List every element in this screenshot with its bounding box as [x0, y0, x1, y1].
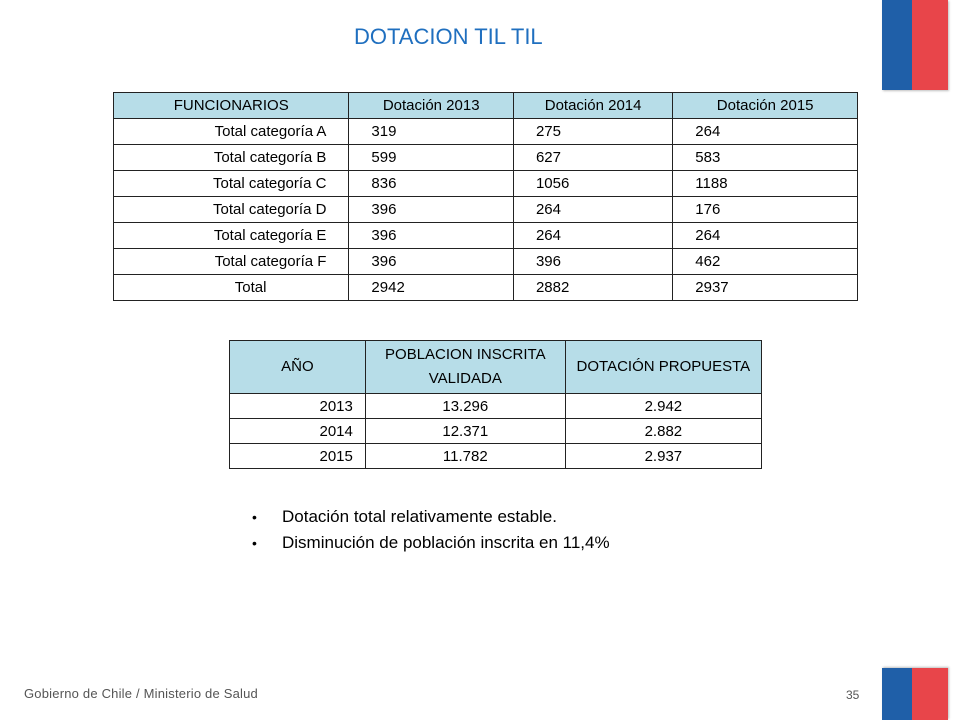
table-cell: 2.942 [565, 394, 761, 419]
table-row [114, 223, 858, 249]
column-header-dotacion-2014: Dotación 2014 [513, 93, 672, 119]
row-label: Total categoría D [114, 197, 349, 223]
table-cell: 176 [673, 197, 858, 223]
row-label: Total categoría E [114, 223, 349, 249]
table-cell: 264 [673, 223, 858, 249]
column-header-dotacion-propuesta: DOTACIÓN PROPUESTA [565, 341, 761, 394]
table-cell: 2014 [230, 419, 366, 444]
list-item-text: Dotación total relativamente estable. [282, 507, 557, 526]
table-cell: 12.371 [365, 419, 565, 444]
table-cell: 583 [673, 145, 858, 171]
table-row [114, 145, 858, 171]
table-row [114, 197, 858, 223]
page-number: 35 [846, 688, 860, 702]
column-header-funcionarios: FUNCIONARIOS [114, 93, 349, 119]
table-cell: 264 [513, 223, 672, 249]
flag-red-stripe [912, 0, 948, 90]
table-total-row [114, 275, 858, 301]
table-row [230, 394, 762, 419]
table-cell: 2882 [513, 275, 672, 301]
table-cell: 2.882 [565, 419, 761, 444]
footer-text: Gobierno de Chile / Ministerio de Salud [24, 686, 258, 701]
table-cell: 264 [673, 119, 858, 145]
row-label: Total [114, 275, 349, 301]
table-cell: 396 [349, 223, 514, 249]
table-cell: 13.296 [365, 394, 565, 419]
column-header-poblacion: POBLACION INSCRITA VALIDADA [365, 341, 565, 394]
list-item [248, 530, 610, 556]
slide-title: DOTACION TIL TIL [354, 24, 543, 49]
population-table [229, 340, 762, 469]
table-row [230, 444, 762, 469]
column-header-dotacion-2013: Dotación 2013 [349, 93, 514, 119]
table-cell: 2.937 [565, 444, 761, 469]
row-label: Total categoría F [114, 249, 349, 275]
table-cell: 396 [513, 249, 672, 275]
list-item-text: Disminución de población inscrita en 11,4% [282, 533, 610, 552]
table-cell: 396 [349, 249, 514, 275]
flag-red-stripe [912, 668, 948, 720]
table-cell: 264 [513, 197, 672, 223]
table-header-row [114, 93, 858, 119]
chile-flag-bottom-logo [882, 668, 948, 720]
column-header-dotacion-2015: Dotación 2015 [673, 93, 858, 119]
table-header-row [230, 341, 762, 394]
row-label: Total categoría B [114, 145, 349, 171]
bullet-icon: • [252, 535, 257, 551]
table-cell: 2937 [673, 275, 858, 301]
table-cell: 462 [673, 249, 858, 275]
list-item [248, 504, 610, 530]
bullet-list [248, 504, 610, 556]
chile-flag-top-logo [882, 0, 948, 90]
table-cell: 627 [513, 145, 672, 171]
table-row [114, 119, 858, 145]
table-cell: 396 [349, 197, 514, 223]
table-cell: 2013 [230, 394, 366, 419]
staffing-table [113, 92, 858, 301]
table-cell: 1188 [673, 171, 858, 197]
table-row [114, 249, 858, 275]
table-cell: 1056 [513, 171, 672, 197]
row-label: Total categoría C [114, 171, 349, 197]
table-cell: 2015 [230, 444, 366, 469]
table-cell: 11.782 [365, 444, 565, 469]
flag-blue-stripe [882, 668, 912, 720]
table-cell: 599 [349, 145, 514, 171]
row-label: Total categoría A [114, 119, 349, 145]
table-cell: 2942 [349, 275, 514, 301]
table-row [230, 419, 762, 444]
table-row [114, 171, 858, 197]
table-cell: 275 [513, 119, 672, 145]
table-cell: 319 [349, 119, 514, 145]
table-cell: 836 [349, 171, 514, 197]
flag-blue-stripe [882, 0, 912, 90]
bullet-icon: • [252, 509, 257, 525]
column-header-ano: AÑO [230, 341, 366, 394]
